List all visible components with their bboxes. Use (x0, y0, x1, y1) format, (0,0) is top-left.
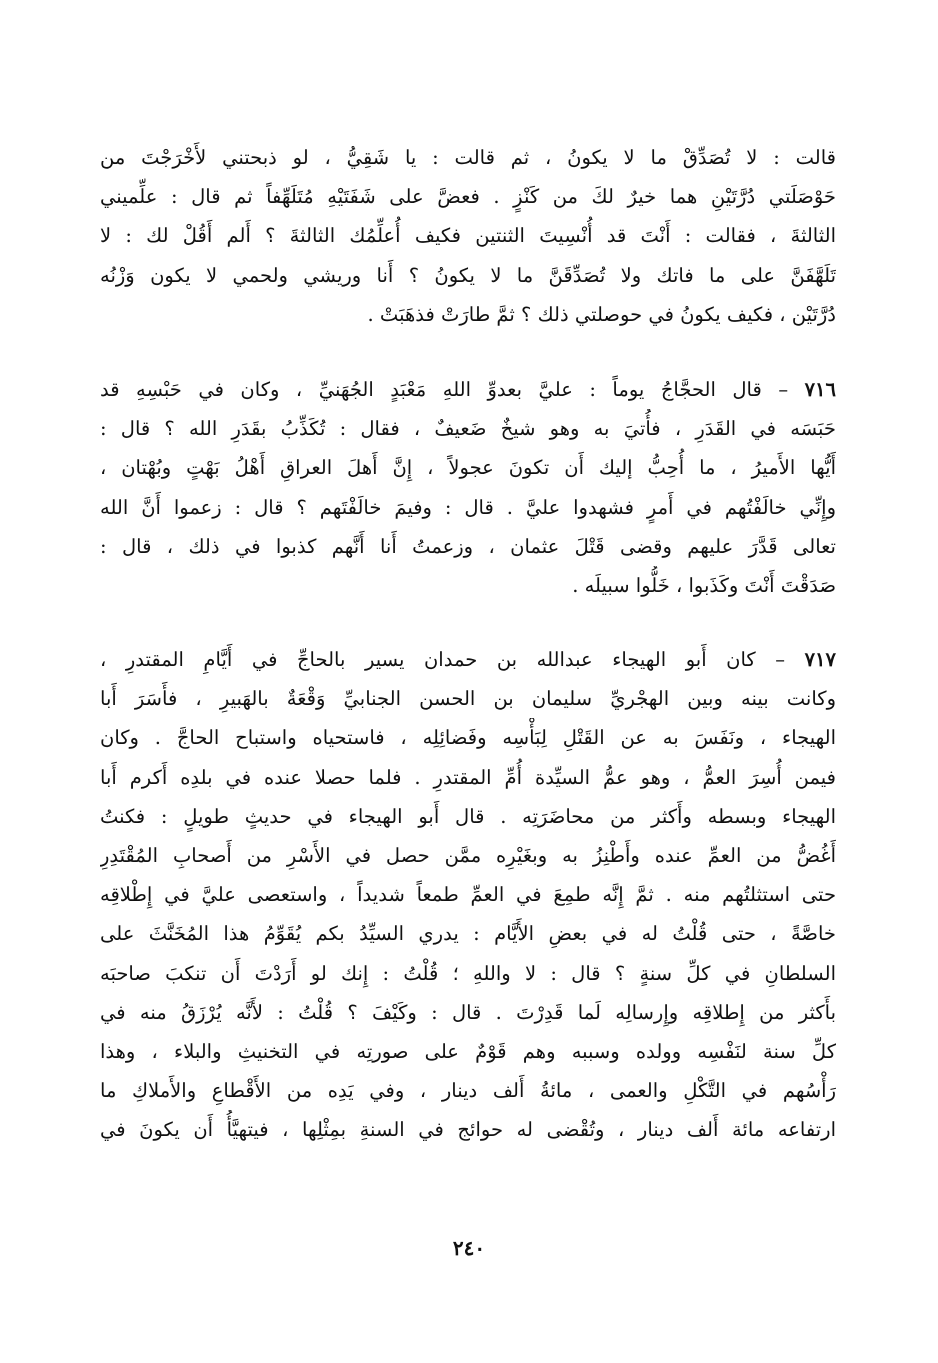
text-line: الهيجاء وبسطه وأَكثر من محاضَرَتِه . قال أَبو الهيجاء في حديثٍ طويلٍ : فكنتُ (100, 804, 836, 828)
text-line: كلِّ سنة لنَفْسِه وولده وسببه وهم قَوْمٌ على صورتِه في التخنيثِ والبلاء ، وهذا (100, 1039, 836, 1063)
text-segment: – قال الحجَّاجُ يوماً : عليَّ بعدوِّ اللهِ مَعْبَدٍ الجُهَنيِّ ، وكان في حَبْسِهِ قد (100, 378, 805, 401)
page-number: ٢٤٠ (452, 1236, 486, 1260)
text-line: الثالثةَ ، فقالت : أَنْتَ قد أُنْسِيتَ الثنتين فكيف أُعلِّمُك الثالثةَ ؟ أَلم أَقُلْ لك : لا (100, 224, 836, 248)
text-line: رَأْسُهم في التَّكْلِ والعمى ، مائةُ أَلف دينار ، وفي يَدِه من الأَقْطاعِ والأَملاكِ ما (100, 1079, 836, 1103)
text-segment: – كان أَبو الهيجاء عبدالله بن حمدان يسير بالحاجِّ في أَيَّامِ المقتدرِ ، (100, 648, 805, 671)
text-line: دُرَّتَيْن ، فكيف يكونُ في حوصلتي ذلك ؟ ثمَّ طارَتْ فذهَبَتْ . (367, 302, 836, 326)
text-line: حتى استثلتُهم منه . ثمَّ إِنَّه طمِعَ في العمِّ طمعاً شديداً ، واستعصى عليَّ في إِطْلاقِه (100, 883, 836, 907)
text-line (100, 370, 836, 409)
text-line: أَغُضُّ من العمِّ عنده وأَطْنِزُ به وبغَيْرِه ممَّن حصل في الأَسْرِ من أَصحابِ المُقْتَدِرِ (100, 843, 836, 867)
text-line: وإِنِّي خالَفْتُهم في أَمرٍ فشهدوا عليَّ . قال : وفيمَ خالَفْتَهم ؟ قال : زعموا أَنَّ الله (100, 495, 836, 519)
text-line: السلطانِ في كلِّ سنةٍ ؟ قال : لا واللهِ ؛ قُلْتُ : إِنك لو أَرَدْتَ أَن تنكبَ صاحبَه (100, 961, 836, 985)
paragraph-intro (100, 138, 836, 334)
text-line: خاصَّةً ، حتى قُلْتُ له في بعضِ الأَيَّام : يدري السيِّدُ بكم يُقَوِّمُ هذا المُخَنَّثَ على (100, 922, 836, 946)
text-line: فيمن أُسِرَ العمُّ ، وهو عمُّ السيِّدة أُمِّ المقتدرِ . فلما حصلا عنده في بلدِه أَكرم أَبا (100, 765, 836, 789)
text-line: ارتفاعه مائة أَلف دينار ، وتُقْضى له حوائج في السنةِ بمِثْلِها ، فيتهيَّأُ أَن يكونَ في (100, 1118, 836, 1142)
text-line: بأَكثر من إِطلاقِه وإِرسالِه لَما قَدِرْتَ . قال : وكَيْفَ ؟ قُلْتُ : لأَنَّه يُرْزَقُ منه في (100, 1000, 836, 1024)
text-line: تَلَهَّفَنَّ على ما فاتك ولا تُصَدِّقَنَّ ما لا يكونُ ؟ أَنا وريشي ولحمي لا يكون وَزْنُه (100, 263, 836, 287)
text-line: الهيجاء ، ونَفَسَ به عن القَتْلِ لِبَأْسِه وفَضائِلِه ، فاستحياه واستباح الحاجَّ . وكان (100, 726, 836, 750)
paragraph-number: ٧١٦ (804, 378, 836, 401)
text-line: قالت : لا تُصَدِّقْ ما لا يكونُ ، ثم قالت : يا شَقِيُّ ، لو ذبحتني لأَخْرَجْتَ من (100, 146, 836, 169)
paragraph-717 (100, 640, 836, 1149)
text-line: حَبَسَه في القَدَرِ ، فأُتيَ به وهو شيخٌ ضَعيفٌ ، فقال : تُكَذِّبُ بقَدَرِ الله ؟ قال : (100, 417, 836, 441)
text-line: وكانت بينه وبين الهجْريِّ سليمان بن الحسن الجنابيِّ وَقْعَةٌ بالهَبيرِ ، فأَسَرَ أَبا (100, 687, 836, 711)
text-line: أَيُّها الأَميرُ ، ما أُحِبُّ إليك أَن تكونَ عجولاً ، إِنَّ أَهلَ العراقِ أَهْلُ بَهْتٍ وبُهْتان ، (100, 456, 836, 480)
text-line: صَدَقْتَ أَنْتَ وكَذَبوا ، خَلُّوا سبيلَه . (572, 573, 836, 597)
paragraph-number: ٧١٧ (804, 648, 836, 671)
text-line: تعالى قَدَّرَ عليهم وقضى قَتْلَ عثمان ، وزعمتُ أَنا أَنَّهم كذبوا في ذلك ، قال : (100, 534, 836, 558)
paragraph-716 (100, 370, 836, 605)
text-line (100, 640, 836, 679)
text-line: حَوْصَلَتي دُرَّتَيْنِ هما خيرٌ لكَ من كَنْزٍ . فعضَّ على شَفَتَيْهِ مُتَلَهِّفاً ثم قال : علِّميني (100, 185, 836, 209)
